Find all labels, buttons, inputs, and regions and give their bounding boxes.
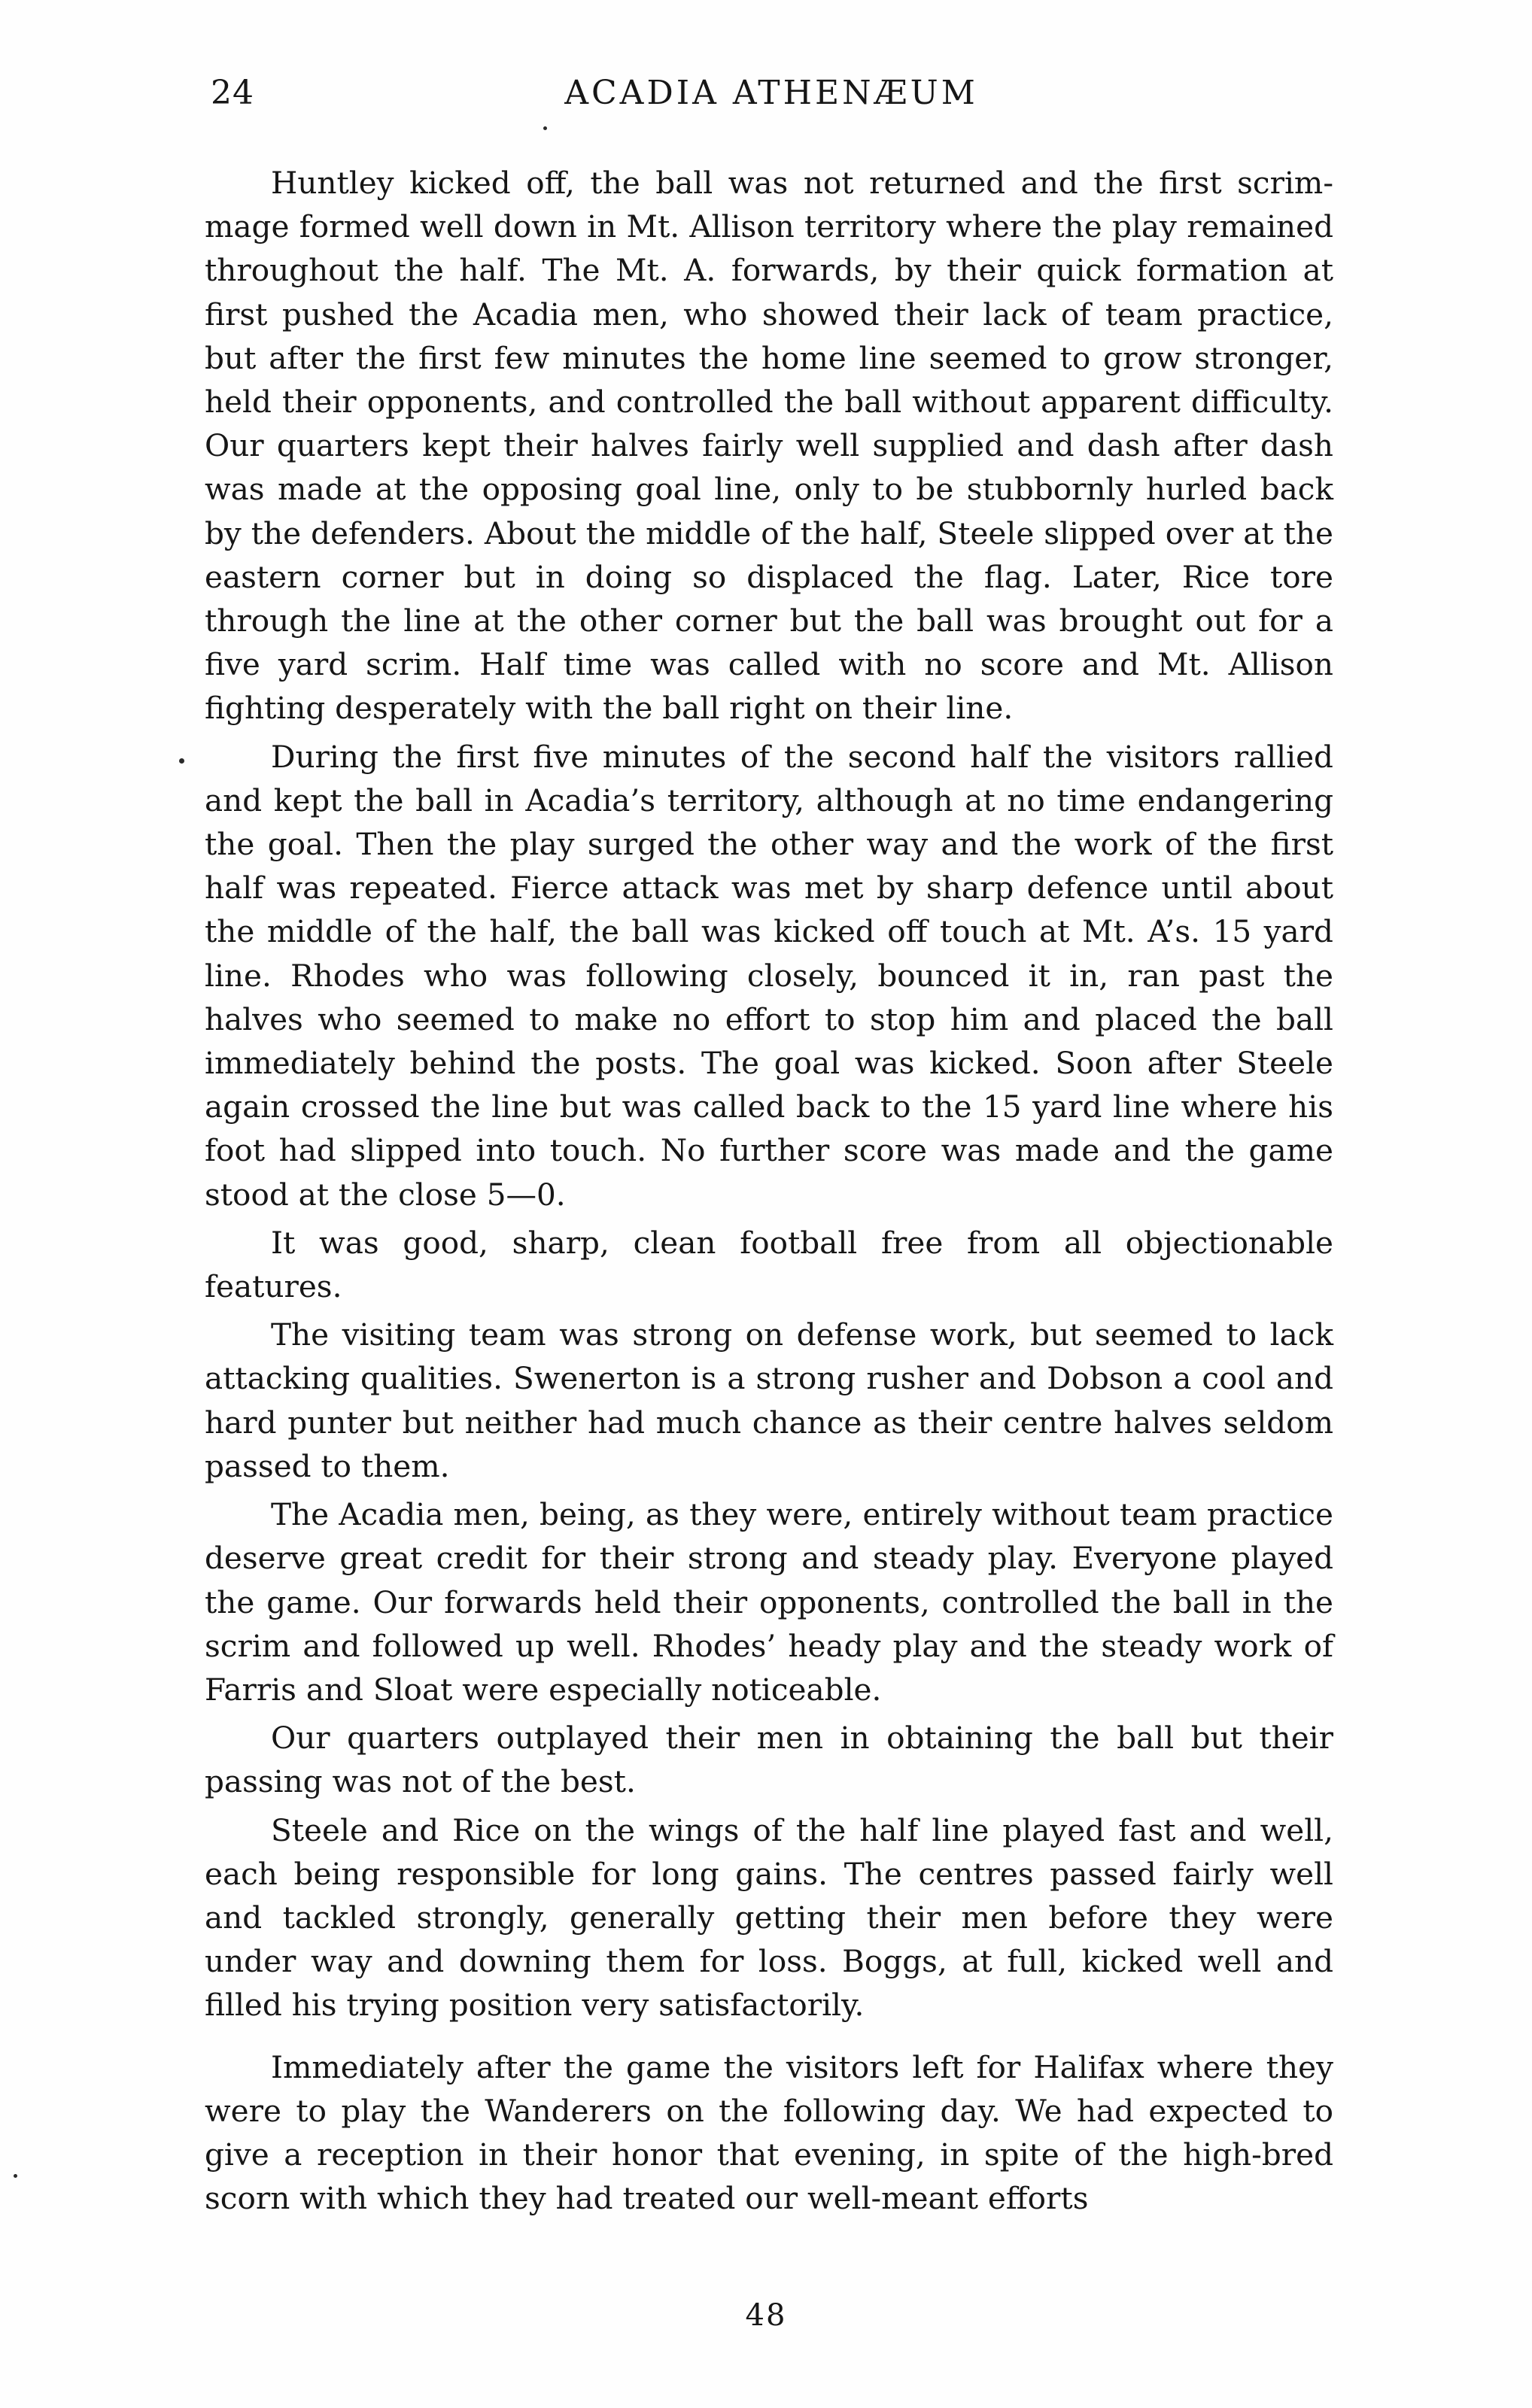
running-title: ACADIA ATHENÆUM	[564, 74, 978, 112]
article-body	[205, 161, 1333, 2224]
paragraph-visiting-team: The visiting team was strong on defense work, but seemed to lack attacking qualities. Swenerton is a strong rusher and Dobson a cool and hard punter but neither had much chance as their centre halves seldom passed to them.	[205, 1316, 1333, 1484]
paragraph-first-half: Huntley kicked off, the ball was not returned and the first scrimmage formed well down in Mt. Allison territory where the play remained throughout the half. The Mt. A. forwards, by their quick formation at first pushed the Acadia men, who showed their lack of team practice, but after the first few minutes the home line seemed to grow stronger, held their opponents, and controlled the ball without apparent difficulty. Our quarters kept their halves fairly well supplied and dash after dash was made at the opposing goal line, only to be stubbornly hurled back by the defenders. About the middle of the half, Steele slipped over at the eastern corner but in doing so displaced the flag. Later, Rice tore through the line at the other corner but the ball was brought out for a five yard scrim. Half time was called with no score and Mt. Allison fighting desperately with the ball right on their line.	[205, 165, 1333, 727]
paragraph-acadia-men: The Acadia men, being, as they were, entirely without team practice deserve great credit for their strong and steady play. Everyone played the game. Our forwards held their opponents, controlled the ball in the scrim and followed up well. Rhodes’ heady play and the steady work of Farris and Sloat were especially noticeable.	[205, 1496, 1333, 1708]
scan-speck	[14, 2174, 17, 2178]
page-number: 24	[211, 74, 254, 112]
scan-speck	[179, 758, 184, 764]
page-header	[203, 74, 1339, 126]
page-folio: 48	[745, 2298, 787, 2333]
paragraph-wings: Steele and Rice on the wings of the half line played fast and well, each being responsible for long gains. The centres passed fairly well and tackled strongly, generally getting their men before they were under way and downing them for loss. Boggs, at full, kicked well and filled his trying position very satisfactorily.	[205, 1811, 1333, 2024]
paragraph-after-game: Immediately after the game the visitors left for Halifax where they were to play the Wanderers on the following day. We had expected to give a reception in their honor that evening, in spite of the high-bred scorn with which they had treated our well-meant efforts	[205, 2048, 1333, 2217]
paragraph-quarters: Our quarters outplayed their men in obtaining the ball but their passing was not of the best.	[205, 1720, 1333, 1800]
paragraph-second-half: During the first five minutes of the second half the visitors rallied and kept the ball in Acadia’s territory, although at no time endangering the goal. Then the play surged the other way and the work of the first half was repeated. Fierce attack was met by sharp defence until about the middle of the half, the ball was kicked off touch at Mt. A’s. 15 yard line. Rhodes who was following closely, bounced it in, ran past the halves who seemed to make no effort to stop him and placed the ball immediately behind the posts. The goal was kicked. Soon after Steele again crossed the line but was called back to the 15 yard line where his foot had slipped into touch. No further score was made and the game stood at the close 5—0.	[205, 738, 1333, 1213]
scan-speck	[543, 126, 547, 130]
paragraph-clean-football: It was good, sharp, clean football free from all objectionable features.	[205, 1224, 1333, 1305]
